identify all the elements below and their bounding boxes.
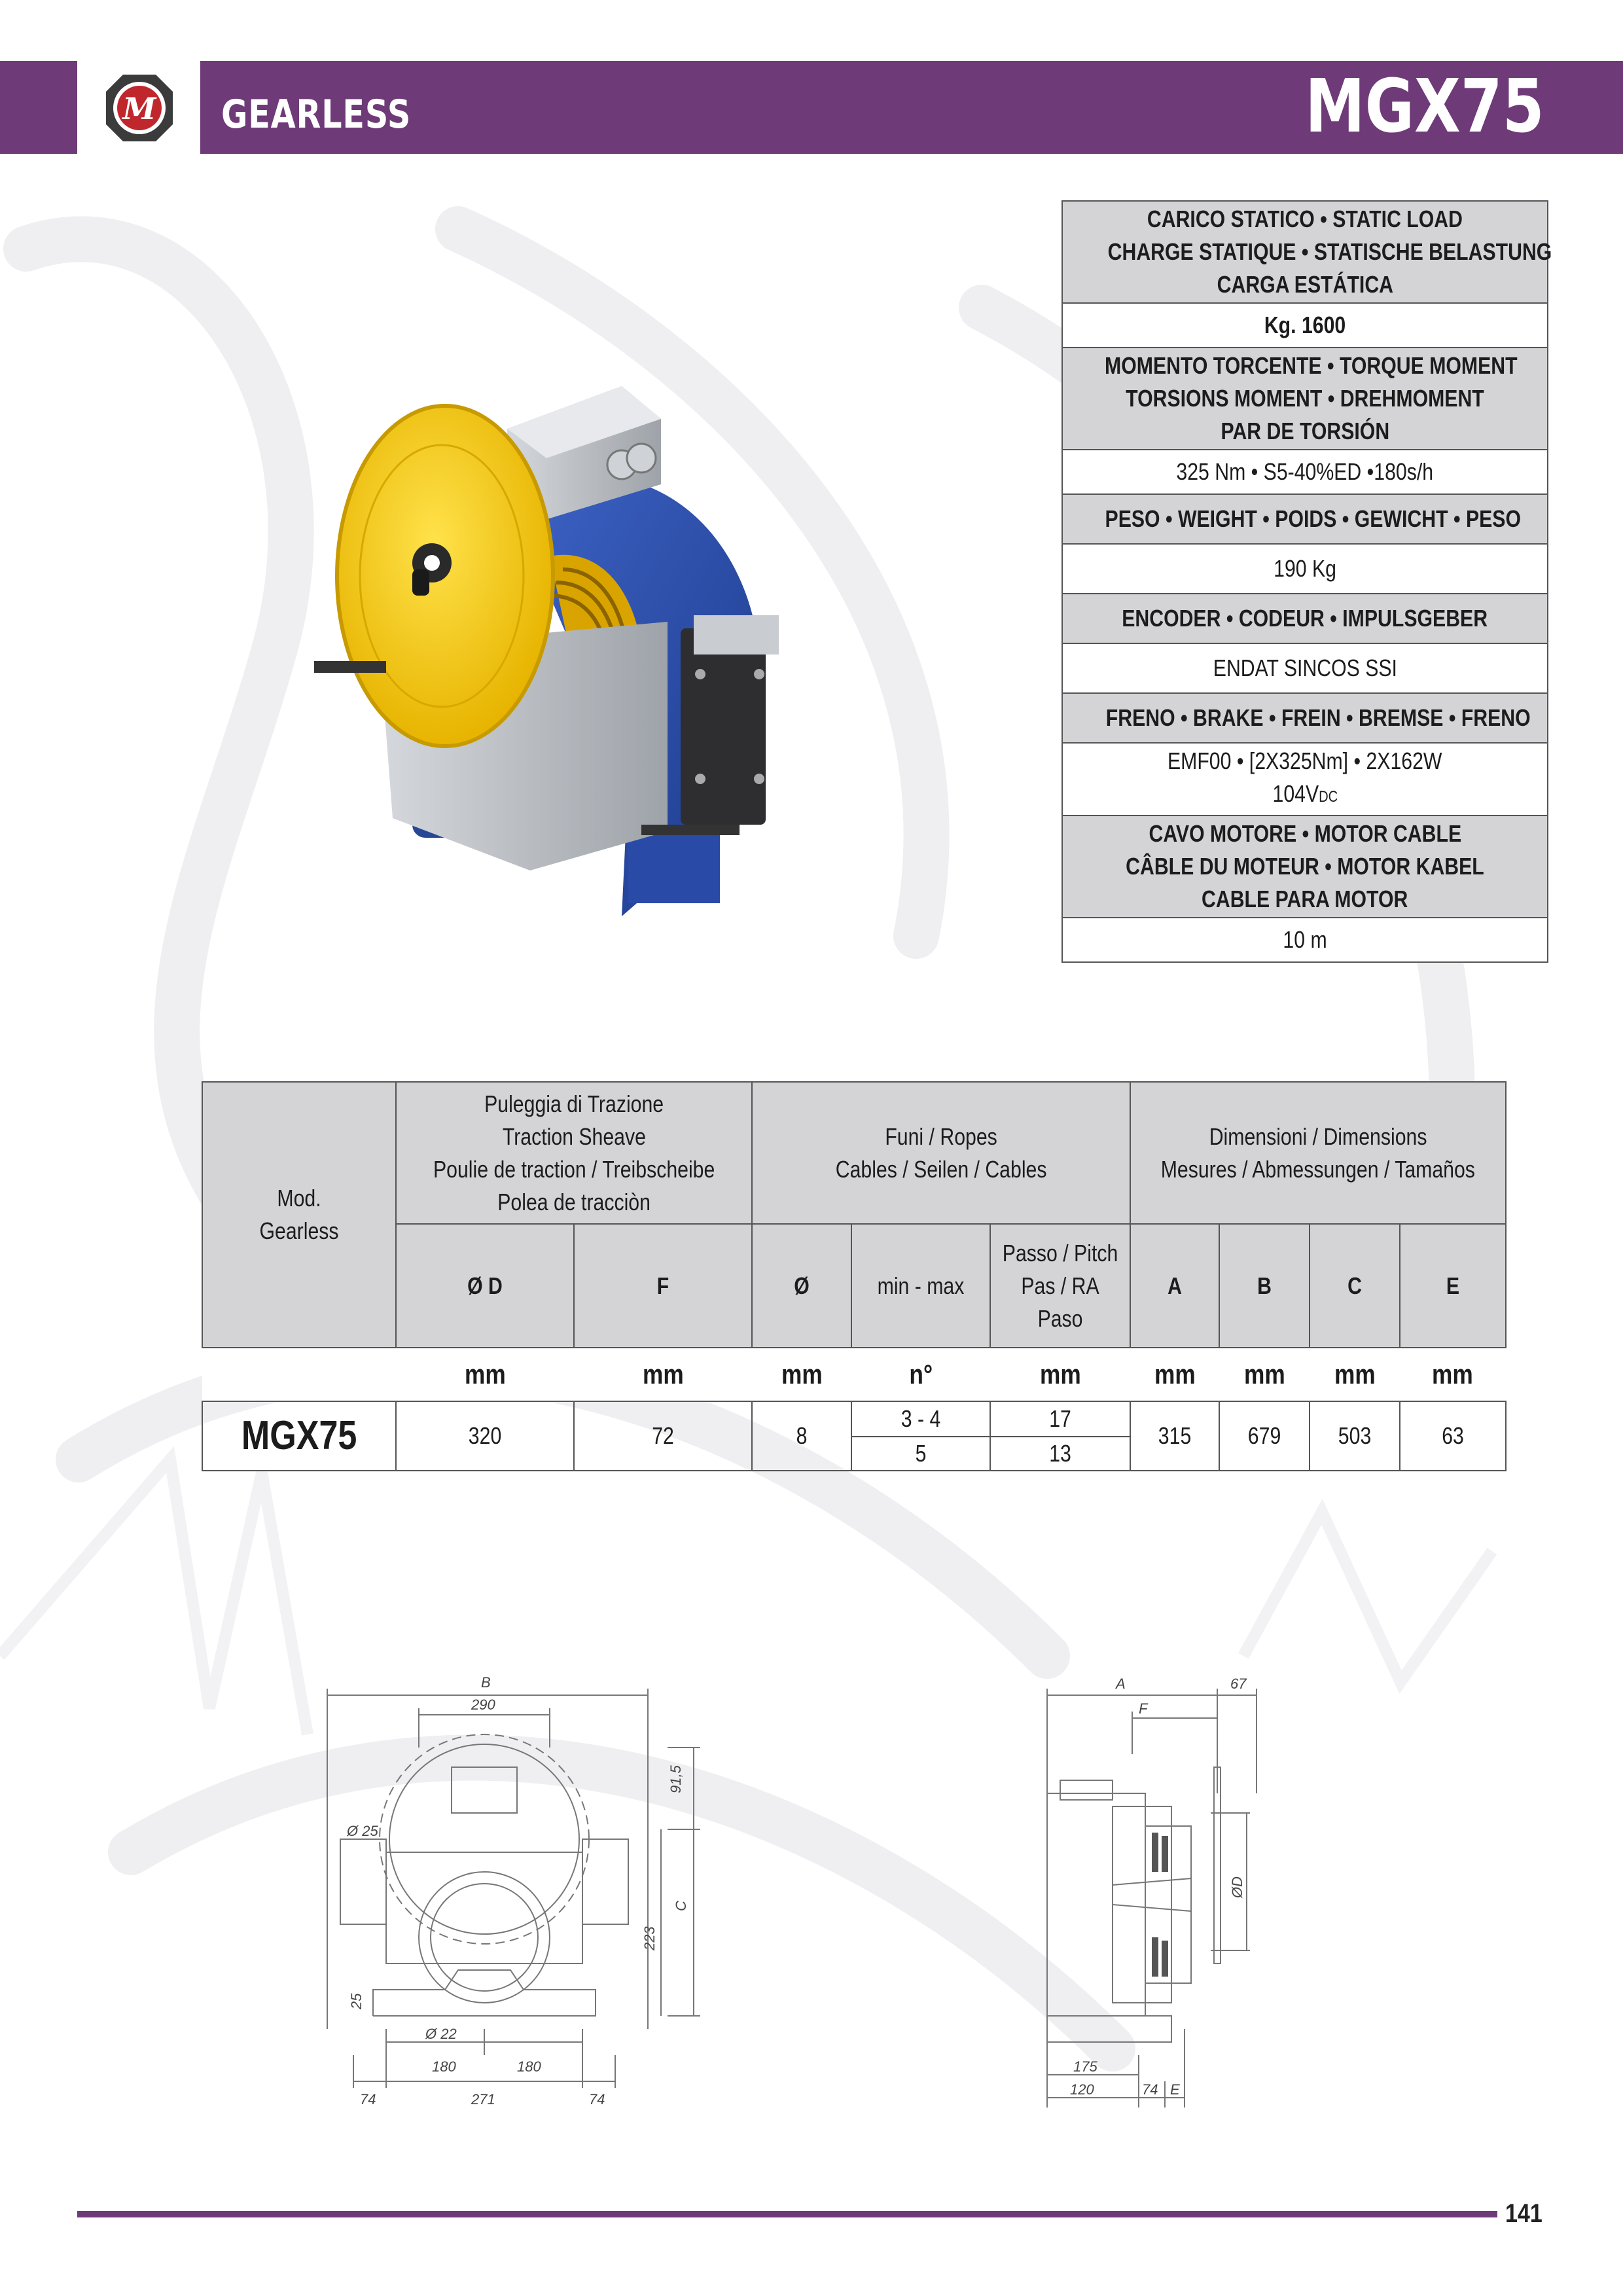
- header-text: Ø: [794, 1272, 810, 1299]
- spec-heading-line: TORSIONS MOMENT • DREHMOMENT: [1126, 385, 1484, 412]
- header-traction-sheave: [396, 1082, 752, 1224]
- dim-label-F: F: [1139, 1700, 1148, 1717]
- spec-heading-static-load: [1063, 202, 1552, 304]
- header-text: Traction Sheave: [502, 1122, 646, 1150]
- header-dimensions: [1130, 1082, 1506, 1224]
- spec-heading-line: ENCODER • CODEUR • IMPULSGEBER: [1122, 605, 1488, 632]
- spec-value-brake: [1063, 744, 1547, 816]
- page-number: 141: [1505, 2199, 1543, 2228]
- spec-value-motor-cable: [1063, 918, 1547, 961]
- spec-heading-line: CÂBLE DU MOTEUR • MOTOR KABEL: [1126, 853, 1484, 880]
- brand-logo-icon: [97, 65, 182, 151]
- side-view-drawing: [1034, 1662, 1283, 2121]
- header-col-B: [1219, 1224, 1310, 1348]
- unit-cell: mm: [752, 1348, 851, 1401]
- spec-value-text: ENDAT SINCOS SSI: [1213, 655, 1397, 681]
- spec-heading-weight: [1063, 495, 1547, 545]
- header-col-F: [574, 1224, 752, 1348]
- header-text: Dimensioni / Dimensions: [1209, 1122, 1427, 1150]
- spec-value-text: 10 m: [1283, 926, 1327, 953]
- cell-rope-diameter: 8: [752, 1401, 851, 1471]
- spec-heading-line: CABLE PARA MOTOR: [1202, 886, 1408, 912]
- dim-label-C: C: [673, 1901, 689, 1911]
- header-text: Ø D: [467, 1272, 503, 1299]
- spec-heading-line: CARGA ESTÁTICA: [1217, 271, 1393, 298]
- spec-heading-line: PESO • WEIGHT • POIDS • GEWICHT • PESO: [1105, 505, 1521, 532]
- header-text: Mesures / Abmessungen / Tamaños: [1160, 1155, 1475, 1183]
- cell-C: 503: [1310, 1401, 1399, 1471]
- dim-label-E: E: [1170, 2081, 1180, 2098]
- header-text: C: [1347, 1272, 1362, 1299]
- spec-value-text: EMF00 • [2X325Nm] • 2X162W: [1168, 747, 1442, 774]
- dim-label: 120: [1070, 2081, 1094, 2098]
- dim-label: ØD: [1229, 1876, 1245, 1898]
- spec-table: [1061, 200, 1552, 963]
- spec-heading-brake: [1063, 694, 1547, 744]
- spec-heading-motor-cable: [1063, 816, 1547, 918]
- header-col-rope-diameter: [752, 1224, 851, 1348]
- header-text: Pas / RA: [1021, 1272, 1099, 1299]
- cell-min-max-2: 5: [851, 1437, 990, 1471]
- spec-heading-line: CHARGE STATIQUE • STATISCHE BELASTUNG: [1107, 238, 1552, 265]
- spec-value-weight: [1063, 545, 1547, 594]
- spec-heading-line: MOMENTO TORCENTE • TORQUE MOMENT: [1105, 352, 1518, 379]
- spec-heading-line: PAR DE TORSIÓN: [1221, 418, 1389, 444]
- dim-label: 290: [471, 1696, 495, 1713]
- spec-value-text: 325 Nm • S5-40%ED •180s/h: [1176, 458, 1434, 485]
- front-view-drawing: [314, 1662, 720, 2121]
- header-text: Gearless: [259, 1217, 339, 1244]
- header-text: Puleggia di Trazione: [484, 1090, 664, 1117]
- unit-cell: mm: [990, 1348, 1130, 1401]
- cell-B: 679: [1219, 1401, 1310, 1471]
- dim-label: 180: [432, 2058, 456, 2075]
- dimensions-table: [202, 1081, 1507, 1471]
- spec-value-subscript: DC: [1318, 788, 1338, 806]
- header-col-pitch: [990, 1224, 1130, 1348]
- header-text: Funi / Ropes: [885, 1122, 997, 1150]
- dim-label: 74: [589, 2091, 605, 2108]
- dim-label: Ø 25: [347, 1823, 378, 1839]
- header-text: E: [1446, 1272, 1459, 1299]
- cell-E: 63: [1400, 1401, 1506, 1471]
- header-text: min - max: [877, 1272, 965, 1299]
- dim-label: 180: [517, 2058, 541, 2075]
- spec-heading-line: CAVO MOTORE • MOTOR CABLE: [1149, 820, 1461, 847]
- spec-heading-line: FRENO • BRAKE • FREIN • BREMSE • FRENO: [1105, 704, 1531, 731]
- cell-F: 72: [574, 1401, 752, 1471]
- spec-heading-encoder: [1063, 594, 1547, 644]
- header-text: A: [1168, 1272, 1182, 1299]
- dim-label-A: A: [1116, 1676, 1126, 1692]
- unit-cell: mm: [1400, 1348, 1506, 1401]
- spec-value-torque: [1063, 450, 1547, 495]
- spec-value-text: 104V: [1272, 780, 1319, 807]
- header-col-E: [1400, 1224, 1506, 1348]
- dim-label: 271: [471, 2091, 495, 2108]
- header-text: F: [656, 1272, 669, 1299]
- header-col-min-max: [851, 1224, 990, 1348]
- unit-cell: n°: [851, 1348, 990, 1401]
- product-image: [314, 373, 812, 949]
- header-col-D: [396, 1224, 574, 1348]
- unit-cell: mm: [574, 1348, 752, 1401]
- model-title: MGX75: [1305, 64, 1544, 149]
- spec-heading-torque: [1063, 348, 1547, 450]
- footer-rule: [77, 2211, 1497, 2217]
- header-col-C: [1310, 1224, 1399, 1348]
- spec-value-text: Kg. 1600: [1264, 312, 1346, 338]
- header-mod: [202, 1082, 396, 1348]
- header-text: Paso: [1037, 1304, 1083, 1332]
- dim-label: 91,5: [668, 1765, 684, 1793]
- dim-label: 175: [1073, 2058, 1097, 2075]
- dim-label: 25: [348, 1993, 365, 2009]
- section-title: GEARLESS: [221, 92, 412, 137]
- cell-pitch-1: 17: [990, 1401, 1130, 1437]
- spec-heading-line: CARICO STATICO • STATIC LOAD: [1147, 206, 1463, 232]
- spec-value-static-load: [1063, 304, 1547, 348]
- header-text: Poulie de traction / Treibscheibe: [433, 1155, 715, 1183]
- header-text: Polea de tracciòn: [497, 1188, 651, 1215]
- cell-D: 320: [396, 1401, 574, 1471]
- table-row: [202, 1401, 1506, 1437]
- header-bar-left: [0, 61, 77, 154]
- header-col-A: [1130, 1224, 1219, 1348]
- header-text: Passo / Pitch: [1002, 1239, 1118, 1266]
- cell-pitch-2: 13: [990, 1437, 1130, 1471]
- cell-A: 315: [1130, 1401, 1219, 1471]
- dim-label-B: B: [481, 1674, 491, 1691]
- unit-cell: mm: [1310, 1348, 1399, 1401]
- cell-min-max-1: 3 - 4: [851, 1401, 990, 1437]
- dim-label: 223: [641, 1926, 658, 1950]
- spec-value-text: 190 Kg: [1274, 555, 1336, 582]
- dim-label: 67: [1230, 1676, 1247, 1692]
- header-text: Cables / Seilen / Cables: [835, 1155, 1047, 1183]
- header-text: Mod.: [277, 1185, 321, 1211]
- header-ropes: [752, 1082, 1130, 1224]
- units-row: [202, 1348, 1506, 1401]
- unit-cell: mm: [1130, 1348, 1219, 1401]
- dim-label: Ø 22: [425, 2026, 457, 2042]
- unit-cell: mm: [396, 1348, 574, 1401]
- dim-label: 74: [1142, 2081, 1158, 2098]
- spec-value-encoder: [1063, 644, 1547, 694]
- dim-label: 74: [360, 2091, 376, 2108]
- unit-cell: mm: [1219, 1348, 1310, 1401]
- logo-letter: M: [122, 91, 156, 126]
- row-model: MGX75: [202, 1401, 396, 1471]
- header-text: B: [1257, 1272, 1272, 1299]
